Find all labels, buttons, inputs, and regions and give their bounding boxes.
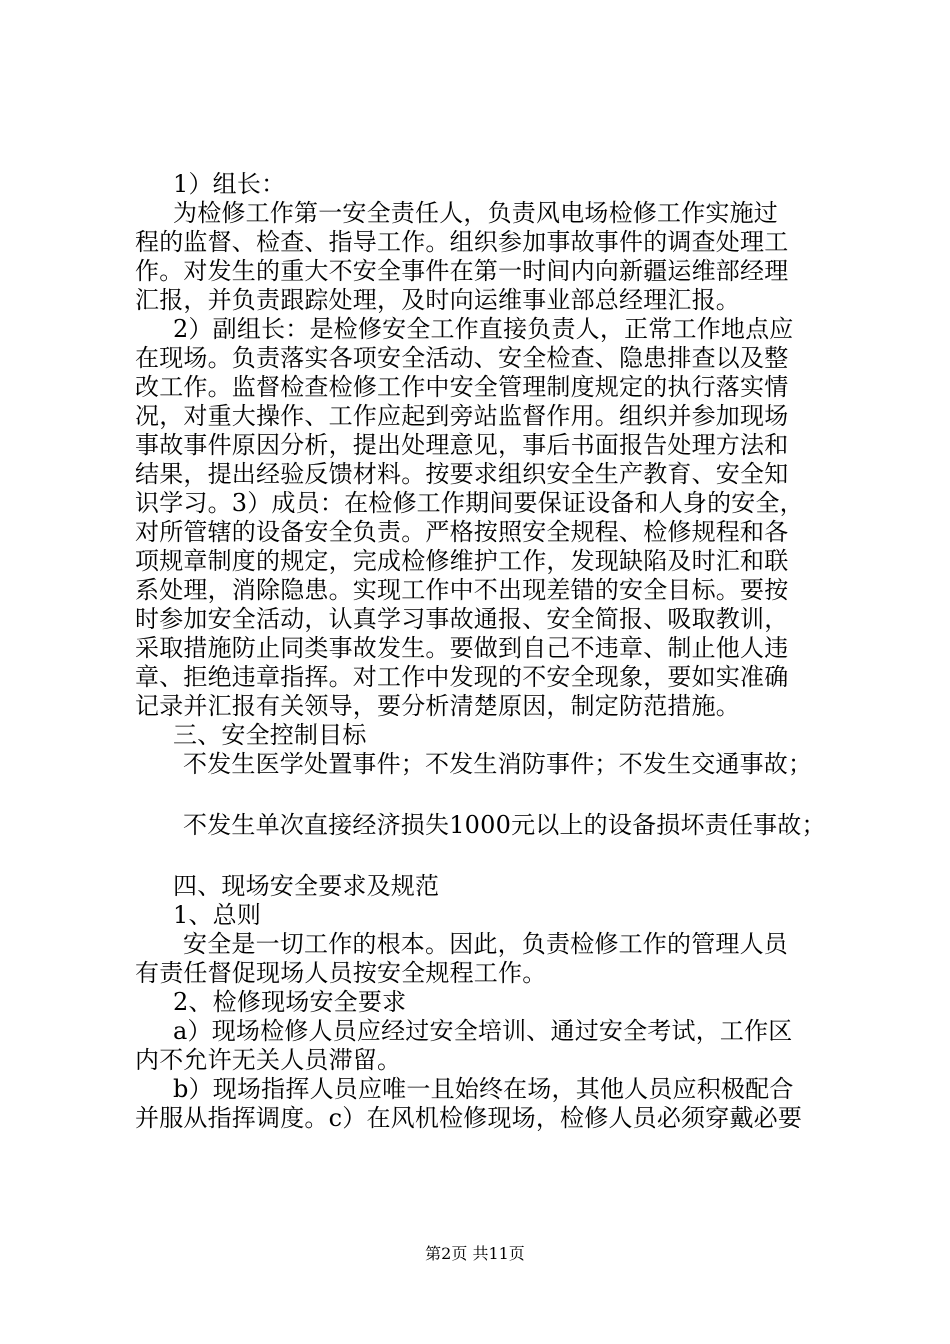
paragraph-line: 为检修工作第一安全责任人，负责风电场检修工作实施过 <box>173 199 778 227</box>
subsection-heading: 1、总则 <box>173 901 262 929</box>
paragraph-line: 项规章制度的规定，完成检修维护工作，发现缺陷及时汇和联 <box>135 547 789 575</box>
paragraph-line: 并服从指挥调度。c）在风机检修现场，检修人员必须穿戴必要 <box>135 1104 803 1132</box>
paragraph-line: 有责任督促现场人员按安全规程工作。 <box>135 959 547 987</box>
paragraph-line: 事故事件原因分析，提出处理意见，事后书面报告处理方法和 <box>135 431 789 459</box>
paragraph-line: 改工作。监督检查检修工作中安全管理制度规定的执行落实情 <box>135 373 789 401</box>
paragraph-line: a）现场检修人员应经过安全培训、通过安全考试，工作区 <box>173 1017 793 1045</box>
paragraph-line: b）现场指挥人员应唯一且始终在场，其他人员应积极配合 <box>173 1075 794 1103</box>
paragraph-line: 采取措施防止同类事故发生。要做到自己不违章、制止他人违 <box>135 634 789 662</box>
paragraph-line: 况，对重大操作、工作应起到旁站监督作用。组织并参加现场 <box>135 402 789 430</box>
paragraph-line: 不发生医学处置事件；不发生消防事件；不发生交通事故； <box>183 750 813 778</box>
paragraph-line: 识学习。3）成员：在检修工作期间要保证设备和人身的安全， <box>135 489 804 517</box>
paragraph-line: 作。对发生的重大不安全事件在第一时间内向新疆运维部经理 <box>135 257 789 285</box>
paragraph-line: 时参加安全活动，认真学习事故通报、安全简报、吸取教训， <box>135 605 789 633</box>
paragraph-line: 章、拒绝违章指挥。对工作中发现的不安全现象，要如实准确 <box>135 663 789 691</box>
paragraph-line: 记录并汇报有关领导，要分析清楚原因，制定防范措施。 <box>135 692 740 720</box>
paragraph-line: 汇报，并负责跟踪处理，及时向运维事业部总经理汇报。 <box>135 286 740 314</box>
paragraph-line: 内不允许无关人员滞留。 <box>135 1046 402 1074</box>
paragraph-line: 程的监督、检查、指导工作。组织参加事故事件的调查处理工 <box>135 228 789 256</box>
paragraph-line: 2）副组长：是检修安全工作直接负责人，正常工作地点应 <box>173 315 794 343</box>
paragraph-line: 结果，提出经验反馈材料。按要求组织安全生产教育、安全知 <box>135 460 789 488</box>
section-heading: 四、现场安全要求及规范 <box>173 872 440 900</box>
paragraph-line: 在现场。负责落实各项安全活动、安全检查、隐患排查以及整 <box>135 344 789 372</box>
paragraph-line: 系处理，消除隐患。实现工作中不出现差错的安全目标。要按 <box>135 576 789 604</box>
section-heading: 三、安全控制目标 <box>173 721 367 749</box>
page-number-footer: 第2页 共11页 <box>425 1244 525 1263</box>
paragraph-line: 1）组长： <box>173 170 286 198</box>
document-body <box>135 170 835 1133</box>
paragraph-line: 对所管辖的设备安全负责。严格按照安全规程、检修规程和各 <box>135 518 789 546</box>
paragraph-line: 安全是一切工作的根本。因此，负责检修工作的管理人员 <box>183 930 788 958</box>
subsection-heading: 2、检修现场安全要求 <box>173 988 407 1016</box>
paragraph-line: 不发生单次直接经济损失1000元以上的设备损坏责任事故； <box>183 811 826 839</box>
